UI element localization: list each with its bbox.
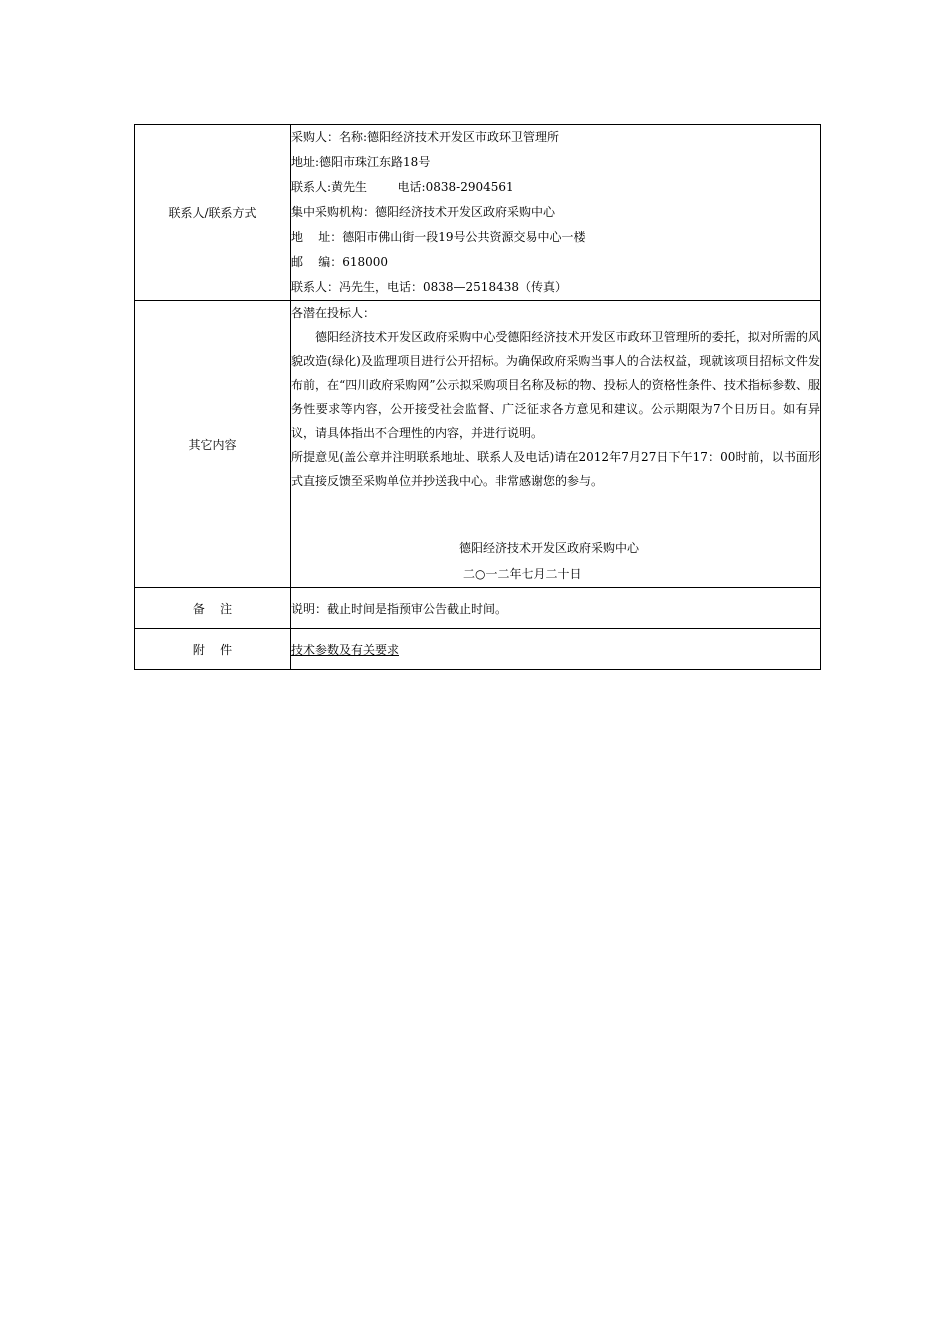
contact-label: 联系人/联系方式 — [135, 125, 291, 301]
contact-row — [135, 125, 821, 301]
attachment-row — [135, 629, 821, 670]
contact-line-agency: 集中采购机构：德阳经济技术开发区政府采购中心 — [291, 205, 556, 219]
contact-line-agency-person: 联系人：冯先生，电话：0838—2518438（传真） — [291, 280, 567, 294]
contact-content — [291, 125, 821, 301]
note-text: 说明：截止时间是指预审公告截止时间。 — [291, 588, 821, 629]
other-label: 其它内容 — [135, 301, 291, 588]
notice-paragraph: 德阳经济技术开发区政府采购中心受德阳经济技术开发区市政环卫管理所的委托，拟对所需的风貌改造(绿化)及监理项目进行公开招标。为确保政府采购当事人的合法权益，现就该项目招标文件发布前，在“四川政府采购网”公示拟采购项目名称及标的物、投标人的资格性条件、技术指标参数、服务性要求等内容，公开接受社会监督、广泛征求各方意见和建议。公示期限为7个日历日。如有异议，请具体指出不合理性的内容，并进行说明。 — [291, 330, 820, 440]
contact-line-address: 地址:德阳市珠江东路18号 — [291, 155, 431, 169]
announcement-table — [134, 124, 821, 670]
note-row — [135, 588, 821, 629]
other-row — [135, 301, 821, 588]
contact-line-postcode: 邮 编：618000 — [291, 255, 389, 269]
feedback-paragraph: 所提意见(盖公章并注明联系地址、联系人及电话)请在2012年7月27日下午17：00时前，以书面形式直接反馈至采购单位并抄送我中心。非常感谢您的参与。 — [291, 450, 820, 488]
attachment-label: 附 件 — [135, 629, 291, 670]
other-content — [291, 301, 821, 588]
signature-block — [291, 535, 820, 587]
signature-date: 二○一二年七月二十日 — [463, 567, 582, 581]
contact-line-purchaser: 采购人：名称:德阳经济技术开发区市政环卫管理所 — [291, 130, 560, 144]
greeting: 各潜在投标人： — [291, 306, 376, 320]
attachment-cell — [291, 629, 821, 670]
note-label: 备 注 — [135, 588, 291, 629]
contact-line-person: 联系人:黄先生 电话:0838-2904561 — [291, 180, 514, 194]
attachment-link[interactable]: 技术参数及有关要求 — [291, 642, 400, 657]
signature-org: 德阳经济技术开发区政府采购中心 — [459, 541, 640, 555]
contact-line-agency-address: 地 址：德阳市佛山街一段19号公共资源交易中心一楼 — [291, 230, 586, 244]
